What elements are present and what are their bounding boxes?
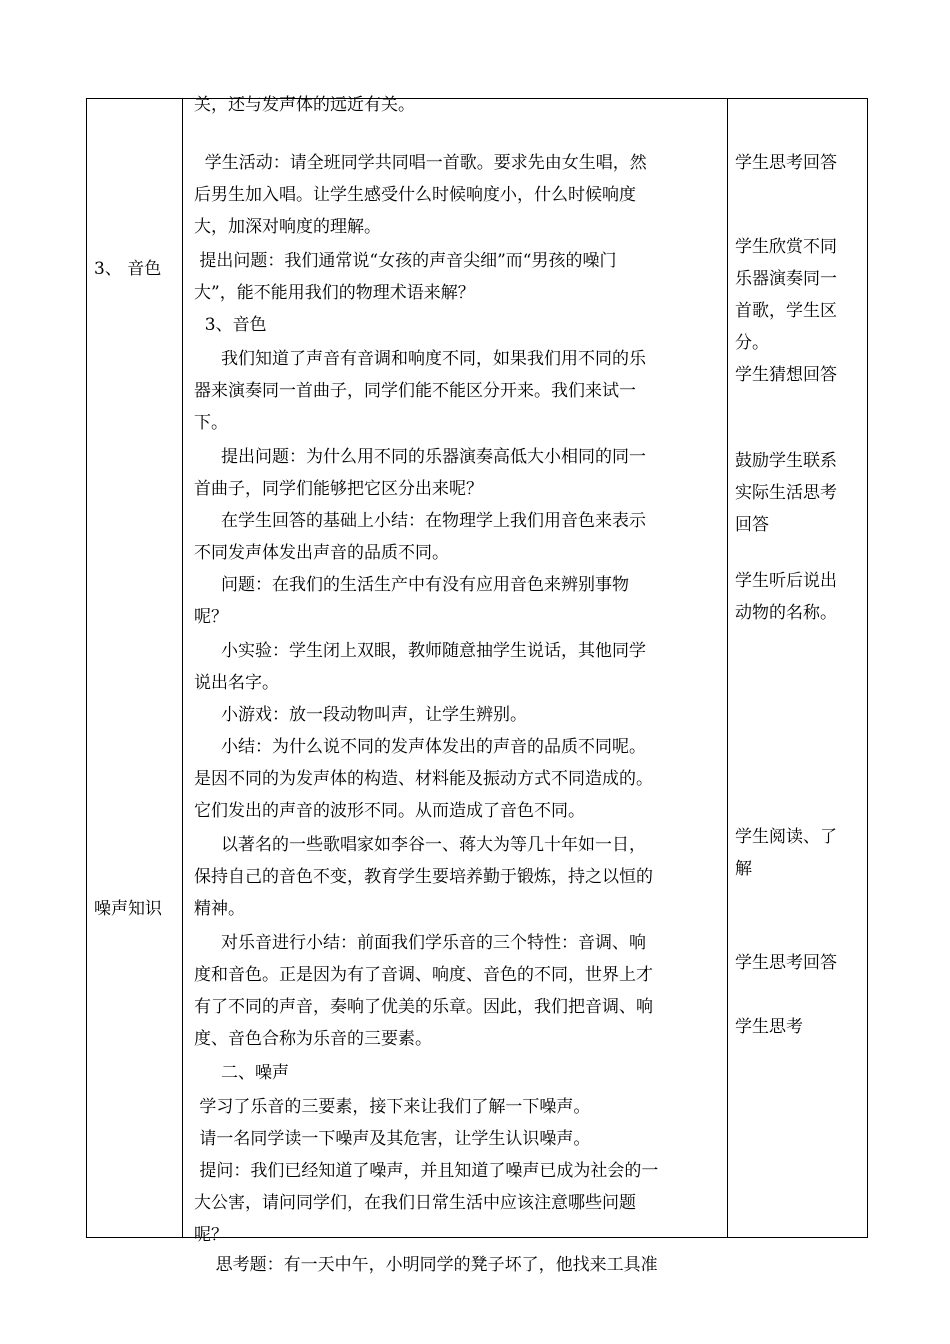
- content-line: 首曲子，同学们能够把它区分出来呢？: [194, 479, 483, 499]
- content-line: 在学生回答的基础上小结：在物理学上我们用音色来表示: [194, 511, 647, 531]
- content-line: 二、噪声: [194, 1063, 290, 1083]
- activity-line: 动物的名称。: [735, 603, 837, 623]
- content-line: 提出问题：为什么用不同的乐器演奏高低大小相同的同一: [194, 447, 647, 467]
- content-line: 下。: [194, 413, 228, 433]
- lesson-table: [86, 95, 868, 1275]
- activity-line: 学生阅读、了: [735, 827, 837, 847]
- content-line: 对乐音进行小结：前面我们学乐音的三个特性：音调、响: [194, 933, 647, 953]
- content-line: 我们知道了声音有音调和响度不同，如果我们用不同的乐: [194, 349, 647, 369]
- content-line: 大”，能不能用我们的物理术语来解？: [194, 283, 475, 303]
- activity-line: 学生思考回答: [735, 953, 837, 973]
- content-line: 小游戏：放一段动物叫声，让学生辨别。: [194, 705, 528, 725]
- column-divider-right: [727, 99, 728, 1237]
- activity-line: 学生思考回答: [735, 153, 837, 173]
- content-line: 精神。: [194, 899, 245, 919]
- section-label-noise: 噪声知识: [94, 899, 162, 919]
- activity-line: 首歌，学生区: [735, 301, 837, 321]
- activity-line: 分。: [735, 333, 769, 353]
- content-line: 它们发出的声音的波形不同。从而造成了音色不同。: [194, 801, 585, 821]
- content-line: 说出名字。: [194, 673, 279, 693]
- content-line: 思考题：有一天中午，小明同学的凳子坏了，他找来工具准: [194, 1255, 658, 1275]
- activity-line: 乐器演奏同一: [735, 269, 837, 289]
- content-line: 学习了乐音的三要素，接下来让我们了解一下噪声。: [194, 1097, 591, 1117]
- content-line: 关，还与发声体的远近有关。: [194, 95, 415, 115]
- activity-line: 解: [735, 859, 752, 879]
- content-line: 度、音色合称为乐音的三要素。: [194, 1029, 432, 1049]
- content-line: 不同发声体发出声音的品质不同。: [194, 543, 449, 563]
- content-line: 提问：我们已经知道了噪声，并且知道了噪声已成为社会的一: [194, 1161, 659, 1181]
- content-line: 3、音色: [194, 315, 267, 335]
- content-line: 呢？: [194, 607, 228, 627]
- content-line: 请一名同学读一下噪声及其危害，让学生认识噪声。: [194, 1129, 591, 1149]
- content-line: 以著名的一些歌唱家如李谷一、蒋大为等几十年如一日，: [194, 835, 647, 855]
- content-line: 后男生加入唱。让学生感受什么时候响度小，什么时候响度: [194, 185, 636, 205]
- content-line: 提出问题：我们通常说“女孩的声音尖细”而“男孩的噪门: [194, 251, 617, 271]
- activity-line: 实际生活思考: [735, 483, 837, 503]
- content-line: 呢？: [194, 1225, 228, 1245]
- activity-line: 鼓励学生联系: [735, 451, 837, 471]
- content-line: 问题：在我们的生活生产中有没有应用音色来辨别事物: [194, 575, 630, 595]
- activity-line: 学生猜想回答: [735, 365, 837, 385]
- activity-line: 回答: [735, 515, 769, 535]
- content-line: 是因不同的为发声体的构造、材料能及振动方式不同造成的。: [194, 769, 653, 789]
- content-line: 大公害，请问同学们，在我们日常生活中应该注意哪些问题: [194, 1193, 636, 1213]
- content-line: 大，加深对响度的理解。: [194, 217, 381, 237]
- activity-line: 学生欣赏不同: [735, 237, 837, 257]
- content-line: 保持自己的音色不变，教育学生要培养勤于锻炼，持之以恒的: [194, 867, 653, 887]
- content-line: 小结：为什么说不同的发声体发出的声音的品质不同呢。: [194, 737, 647, 757]
- column-divider-left: [182, 99, 183, 1237]
- content-line: 小实验：学生闭上双眼，教师随意抽学生说话，其他同学: [194, 641, 647, 661]
- content-line: 器来演奏同一首曲子，同学们能不能区分开来。我们来试一: [194, 381, 636, 401]
- activity-line: 学生思考: [735, 1017, 803, 1037]
- content-line: 有了不同的声音，奏响了优美的乐章。因此，我们把音调、响: [194, 997, 653, 1017]
- content-line: 度和音色。正是因为有了音调、响度、音色的不同，世界上才: [194, 965, 653, 985]
- content-line: 学生活动：请全班同学共同唱一首歌。要求先由女生唱，然: [194, 153, 647, 173]
- activity-line: 学生听后说出: [735, 571, 837, 591]
- section-label-timbre: 3、 音色: [94, 259, 162, 279]
